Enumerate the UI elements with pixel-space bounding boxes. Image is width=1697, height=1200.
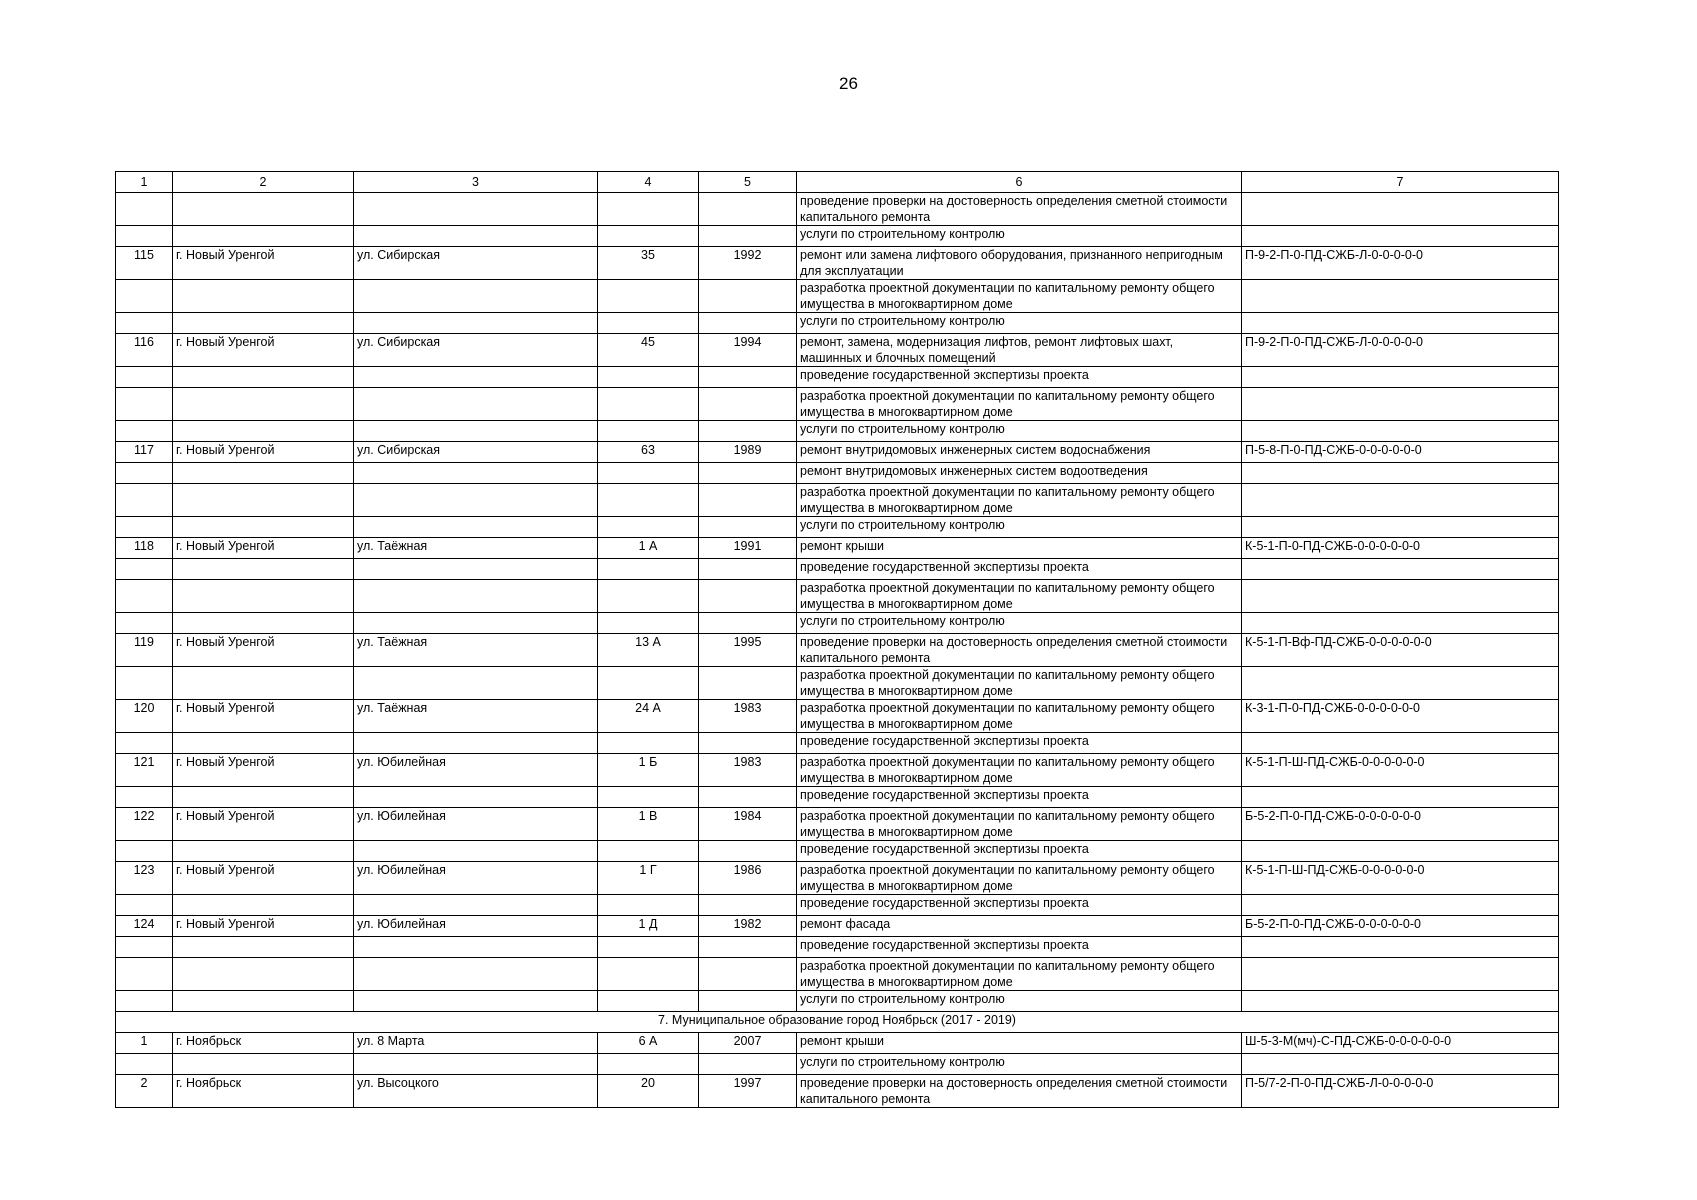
col-header-3: 3 <box>354 172 598 193</box>
cell-work-type: проведение государственной экспертизы проекта <box>797 733 1242 754</box>
cell-house-code <box>1242 313 1559 334</box>
cell-number: 118 <box>116 538 173 559</box>
cell-house-code: К-5-1-П-Вф-ПД-СЖБ-0-0-0-0-0-0 <box>1242 634 1559 667</box>
register-table <box>115 171 1559 1108</box>
cell-work-type: проведение проверки на достоверность определения сметной стоимости капитального ремонта <box>797 634 1242 667</box>
cell-house <box>598 421 699 442</box>
cell-year: 1997 <box>699 1075 797 1108</box>
section-row <box>116 1012 1559 1033</box>
cell-year <box>699 484 797 517</box>
cell-house-code <box>1242 280 1559 313</box>
cell-house <box>598 484 699 517</box>
cell-work-type: разработка проектной документации по капитальному ремонту общего имущества в многоквартирном доме <box>797 484 1242 517</box>
cell-year <box>699 463 797 484</box>
cell-house-code <box>1242 484 1559 517</box>
table-row <box>116 388 1559 421</box>
cell-year <box>699 421 797 442</box>
table-row <box>116 862 1559 895</box>
cell-city: г. Новый Уренгой <box>173 754 354 787</box>
table-row <box>116 1075 1559 1108</box>
cell-house: 45 <box>598 334 699 367</box>
col-header-6: 6 <box>797 172 1242 193</box>
cell-work-type: ремонт внутридомовых инженерных систем водоснабжения <box>797 442 1242 463</box>
col-header-2: 2 <box>173 172 354 193</box>
table-row <box>116 916 1559 937</box>
cell-house-code: П-5-8-П-0-ПД-СЖБ-0-0-0-0-0-0 <box>1242 442 1559 463</box>
table-row <box>116 733 1559 754</box>
table-row <box>116 700 1559 733</box>
cell-number: 121 <box>116 754 173 787</box>
page-number: 26 <box>839 74 858 93</box>
cell-work-type: услуги по строительному контролю <box>797 421 1242 442</box>
cell-house-code: П-9-2-П-0-ПД-СЖБ-Л-0-0-0-0-0 <box>1242 247 1559 280</box>
cell-year: 1992 <box>699 247 797 280</box>
cell-work-type: услуги по строительному контролю <box>797 991 1242 1012</box>
cell-street <box>354 958 598 991</box>
table-row <box>116 463 1559 484</box>
cell-house <box>598 841 699 862</box>
cell-house-code <box>1242 1054 1559 1075</box>
cell-city <box>173 991 354 1012</box>
cell-street <box>354 388 598 421</box>
cell-city <box>173 580 354 613</box>
cell-street <box>354 733 598 754</box>
cell-year: 1995 <box>699 634 797 667</box>
cell-number <box>116 937 173 958</box>
cell-number <box>116 280 173 313</box>
cell-year <box>699 280 797 313</box>
cell-house-code: Б-5-2-П-0-ПД-СЖБ-0-0-0-0-0-0 <box>1242 916 1559 937</box>
cell-work-type: разработка проектной документации по капитальному ремонту общего имущества в многоквартирном доме <box>797 754 1242 787</box>
cell-work-type: ремонт фасада <box>797 916 1242 937</box>
table-row <box>116 937 1559 958</box>
cell-city: г. Новый Уренгой <box>173 634 354 667</box>
cell-city <box>173 367 354 388</box>
cell-city <box>173 787 354 808</box>
cell-street <box>354 367 598 388</box>
cell-number: 115 <box>116 247 173 280</box>
cell-house-code <box>1242 463 1559 484</box>
cell-year: 1983 <box>699 754 797 787</box>
cell-street <box>354 313 598 334</box>
cell-work-type: проведение государственной экспертизы проекта <box>797 895 1242 916</box>
cell-number: 123 <box>116 862 173 895</box>
cell-city <box>173 958 354 991</box>
cell-year <box>699 1054 797 1075</box>
cell-house-code: К-5-1-П-Ш-ПД-СЖБ-0-0-0-0-0-0 <box>1242 754 1559 787</box>
cell-work-type: проведение государственной экспертизы проекта <box>797 367 1242 388</box>
table-row <box>116 1033 1559 1054</box>
cell-work-type: услуги по строительному контролю <box>797 226 1242 247</box>
cell-year: 1982 <box>699 916 797 937</box>
cell-house: 1 Д <box>598 916 699 937</box>
cell-street: ул. Юбилейная <box>354 916 598 937</box>
cell-house-code <box>1242 367 1559 388</box>
cell-year <box>699 733 797 754</box>
cell-house-code <box>1242 895 1559 916</box>
cell-street <box>354 226 598 247</box>
cell-street <box>354 841 598 862</box>
cell-house-code: П-9-2-П-0-ПД-СЖБ-Л-0-0-0-0-0 <box>1242 334 1559 367</box>
cell-street <box>354 193 598 226</box>
table-row <box>116 193 1559 226</box>
cell-house: 1 Г <box>598 862 699 895</box>
cell-house-code <box>1242 388 1559 421</box>
table-row <box>116 580 1559 613</box>
cell-year <box>699 937 797 958</box>
cell-work-type: проведение государственной экспертизы проекта <box>797 841 1242 862</box>
cell-year <box>699 841 797 862</box>
col-header-5: 5 <box>699 172 797 193</box>
table-row <box>116 559 1559 580</box>
cell-house <box>598 958 699 991</box>
cell-work-type: ремонт или замена лифтового оборудования, признанного непригодным для эксплуатации <box>797 247 1242 280</box>
table-row <box>116 895 1559 916</box>
cell-house-code <box>1242 559 1559 580</box>
cell-work-type: услуги по строительному контролю <box>797 1054 1242 1075</box>
cell-house <box>598 517 699 538</box>
cell-city <box>173 937 354 958</box>
cell-house <box>598 733 699 754</box>
cell-year <box>699 958 797 991</box>
cell-year <box>699 193 797 226</box>
cell-number <box>116 463 173 484</box>
cell-street: ул. Высоцкого <box>354 1075 598 1108</box>
cell-number <box>116 580 173 613</box>
cell-street <box>354 463 598 484</box>
cell-street <box>354 991 598 1012</box>
table-row <box>116 421 1559 442</box>
cell-house: 63 <box>598 442 699 463</box>
cell-street <box>354 517 598 538</box>
cell-street <box>354 580 598 613</box>
cell-city <box>173 733 354 754</box>
cell-house <box>598 991 699 1012</box>
cell-number <box>116 991 173 1012</box>
cell-year: 1991 <box>699 538 797 559</box>
table-row <box>116 1054 1559 1075</box>
cell-house <box>598 463 699 484</box>
cell-year: 1984 <box>699 808 797 841</box>
cell-work-type: ремонт, замена, модернизация лифтов, ремонт лифтовых шахт, машинных и блочных помещений <box>797 334 1242 367</box>
header-row <box>116 172 1559 193</box>
cell-city <box>173 193 354 226</box>
cell-number <box>116 517 173 538</box>
cell-work-type: разработка проектной документации по капитальному ремонту общего имущества в многоквартирном доме <box>797 862 1242 895</box>
cell-house-code: П-5/7-2-П-0-ПД-СЖБ-Л-0-0-0-0-0 <box>1242 1075 1559 1108</box>
cell-house-code <box>1242 226 1559 247</box>
table-row <box>116 991 1559 1012</box>
cell-street <box>354 613 598 634</box>
cell-city: г. Новый Уренгой <box>173 862 354 895</box>
cell-city: г. Новый Уренгой <box>173 700 354 733</box>
cell-year <box>699 367 797 388</box>
cell-street <box>354 895 598 916</box>
cell-city: г. Новый Уренгой <box>173 916 354 937</box>
cell-city <box>173 313 354 334</box>
cell-house-code <box>1242 841 1559 862</box>
table-row <box>116 517 1559 538</box>
cell-number <box>116 193 173 226</box>
cell-street: ул. Таёжная <box>354 538 598 559</box>
table-body <box>116 193 1559 1108</box>
cell-year <box>699 388 797 421</box>
cell-year <box>699 313 797 334</box>
table-row <box>116 808 1559 841</box>
cell-house-code: К-3-1-П-0-ПД-СЖБ-0-0-0-0-0-0 <box>1242 700 1559 733</box>
cell-house: 6 А <box>598 1033 699 1054</box>
table-row <box>116 634 1559 667</box>
cell-city: г. Новый Уренгой <box>173 808 354 841</box>
cell-year <box>699 559 797 580</box>
cell-number: 122 <box>116 808 173 841</box>
cell-number: 120 <box>116 700 173 733</box>
table-row <box>116 367 1559 388</box>
cell-house-code: Б-5-2-П-0-ПД-СЖБ-0-0-0-0-0-0 <box>1242 808 1559 841</box>
cell-city: г. Ноябрьск <box>173 1075 354 1108</box>
cell-work-type: проведение государственной экспертизы проекта <box>797 559 1242 580</box>
table-row <box>116 442 1559 463</box>
cell-house <box>598 367 699 388</box>
table-row <box>116 958 1559 991</box>
cell-city <box>173 463 354 484</box>
table-row <box>116 667 1559 700</box>
cell-street: ул. Таёжная <box>354 634 598 667</box>
cell-street: ул. Таёжная <box>354 700 598 733</box>
cell-work-type: разработка проектной документации по капитальному ремонту общего имущества в многоквартирном доме <box>797 700 1242 733</box>
cell-work-type: проведение государственной экспертизы проекта <box>797 787 1242 808</box>
cell-street: ул. Сибирская <box>354 334 598 367</box>
cell-year: 1989 <box>699 442 797 463</box>
cell-house <box>598 1054 699 1075</box>
col-header-4: 4 <box>598 172 699 193</box>
cell-city <box>173 559 354 580</box>
cell-house <box>598 313 699 334</box>
cell-city <box>173 421 354 442</box>
cell-house: 1 Б <box>598 754 699 787</box>
cell-number <box>116 421 173 442</box>
cell-work-type: разработка проектной документации по капитальному ремонту общего имущества в многоквартирном доме <box>797 958 1242 991</box>
cell-house <box>598 226 699 247</box>
cell-house-code <box>1242 958 1559 991</box>
cell-work-type: услуги по строительному контролю <box>797 613 1242 634</box>
cell-city: г. Ноябрьск <box>173 1033 354 1054</box>
cell-work-type: разработка проектной документации по капитальному ремонту общего имущества в многоквартирном доме <box>797 388 1242 421</box>
cell-number <box>116 613 173 634</box>
cell-house <box>598 580 699 613</box>
cell-house-code <box>1242 733 1559 754</box>
cell-city <box>173 895 354 916</box>
cell-number <box>116 484 173 517</box>
cell-year <box>699 517 797 538</box>
cell-city <box>173 667 354 700</box>
cell-city <box>173 613 354 634</box>
cell-house <box>598 787 699 808</box>
cell-work-type: услуги по строительному контролю <box>797 313 1242 334</box>
table-row <box>116 613 1559 634</box>
cell-number <box>116 733 173 754</box>
cell-number <box>116 958 173 991</box>
cell-number <box>116 367 173 388</box>
cell-number: 116 <box>116 334 173 367</box>
cell-number <box>116 559 173 580</box>
cell-street <box>354 559 598 580</box>
cell-work-type: проведение проверки на достоверность определения сметной стоимости капитального ремонта <box>797 1075 1242 1108</box>
cell-house-code <box>1242 613 1559 634</box>
cell-house: 24 А <box>598 700 699 733</box>
cell-number: 2 <box>116 1075 173 1108</box>
cell-work-type: разработка проектной документации по капитальному ремонту общего имущества в многоквартирном доме <box>797 580 1242 613</box>
cell-work-type: проведение государственной экспертизы проекта <box>797 937 1242 958</box>
cell-year <box>699 787 797 808</box>
cell-city: г. Новый Уренгой <box>173 442 354 463</box>
cell-number <box>116 895 173 916</box>
cell-number <box>116 667 173 700</box>
cell-house-code <box>1242 667 1559 700</box>
cell-street <box>354 280 598 313</box>
cell-number: 117 <box>116 442 173 463</box>
table-row <box>116 280 1559 313</box>
cell-number <box>116 388 173 421</box>
cell-street: ул. Юбилейная <box>354 862 598 895</box>
cell-street <box>354 937 598 958</box>
cell-house-code <box>1242 421 1559 442</box>
table-row <box>116 226 1559 247</box>
cell-house <box>598 388 699 421</box>
cell-year: 1994 <box>699 334 797 367</box>
cell-year: 1983 <box>699 700 797 733</box>
cell-city <box>173 280 354 313</box>
cell-street <box>354 421 598 442</box>
cell-work-type: ремонт внутридомовых инженерных систем водоотведения <box>797 463 1242 484</box>
cell-year <box>699 226 797 247</box>
cell-year <box>699 580 797 613</box>
cell-number: 1 <box>116 1033 173 1054</box>
cell-city: г. Новый Уренгой <box>173 247 354 280</box>
cell-street: ул. Сибирская <box>354 442 598 463</box>
cell-number: 124 <box>116 916 173 937</box>
cell-house <box>598 613 699 634</box>
cell-work-type: ремонт крыши <box>797 1033 1242 1054</box>
cell-number <box>116 313 173 334</box>
cell-work-type: услуги по строительному контролю <box>797 517 1242 538</box>
cell-work-type: разработка проектной документации по капитальному ремонту общего имущества в многоквартирном доме <box>797 667 1242 700</box>
cell-house: 35 <box>598 247 699 280</box>
cell-street: ул. Юбилейная <box>354 808 598 841</box>
cell-house-code <box>1242 991 1559 1012</box>
table-row <box>116 313 1559 334</box>
cell-street: ул. Юбилейная <box>354 754 598 787</box>
cell-street <box>354 1054 598 1075</box>
cell-house <box>598 280 699 313</box>
table-row <box>116 787 1559 808</box>
cell-city <box>173 226 354 247</box>
cell-year <box>699 667 797 700</box>
section-title: 7. Муниципальное образование город Ноябрьск (2017 - 2019) <box>116 1012 1559 1033</box>
cell-house-code: К-5-1-П-Ш-ПД-СЖБ-0-0-0-0-0-0 <box>1242 862 1559 895</box>
cell-year <box>699 991 797 1012</box>
cell-house-code <box>1242 787 1559 808</box>
cell-number <box>116 841 173 862</box>
col-header-7: 7 <box>1242 172 1559 193</box>
cell-number: 119 <box>116 634 173 667</box>
cell-house <box>598 895 699 916</box>
cell-year <box>699 895 797 916</box>
cell-street <box>354 484 598 517</box>
cell-year <box>699 613 797 634</box>
cell-house-code <box>1242 517 1559 538</box>
cell-house-code <box>1242 193 1559 226</box>
table-row <box>116 484 1559 517</box>
table-row <box>116 334 1559 367</box>
cell-year: 1986 <box>699 862 797 895</box>
cell-street <box>354 667 598 700</box>
cell-house <box>598 667 699 700</box>
cell-house <box>598 937 699 958</box>
cell-house <box>598 559 699 580</box>
cell-house-code: Ш-5-3-М(мч)-С-ПД-СЖБ-0-0-0-0-0-0 <box>1242 1033 1559 1054</box>
table-row <box>116 841 1559 862</box>
cell-work-type: ремонт крыши <box>797 538 1242 559</box>
cell-house: 1 В <box>598 808 699 841</box>
cell-number <box>116 226 173 247</box>
cell-house <box>598 193 699 226</box>
cell-city: г. Новый Уренгой <box>173 538 354 559</box>
cell-city <box>173 841 354 862</box>
table-row <box>116 538 1559 559</box>
cell-work-type: разработка проектной документации по капитальному ремонту общего имущества в многоквартирном доме <box>797 280 1242 313</box>
cell-street: ул. 8 Марта <box>354 1033 598 1054</box>
table-row <box>116 247 1559 280</box>
cell-street <box>354 787 598 808</box>
cell-house-code: К-5-1-П-0-ПД-СЖБ-0-0-0-0-0-0 <box>1242 538 1559 559</box>
cell-city: г. Новый Уренгой <box>173 334 354 367</box>
cell-house: 13 А <box>598 634 699 667</box>
cell-work-type: разработка проектной документации по капитальному ремонту общего имущества в многоквартирном доме <box>797 808 1242 841</box>
cell-city <box>173 484 354 517</box>
cell-city <box>173 1054 354 1075</box>
col-header-1: 1 <box>116 172 173 193</box>
cell-house-code <box>1242 937 1559 958</box>
cell-city <box>173 517 354 538</box>
table-row <box>116 754 1559 787</box>
cell-house: 1 А <box>598 538 699 559</box>
cell-number <box>116 1054 173 1075</box>
cell-work-type: проведение проверки на достоверность определения сметной стоимости капитального ремонта <box>797 193 1242 226</box>
cell-year: 2007 <box>699 1033 797 1054</box>
cell-house: 20 <box>598 1075 699 1108</box>
cell-street: ул. Сибирская <box>354 247 598 280</box>
cell-house-code <box>1242 580 1559 613</box>
cell-city <box>173 388 354 421</box>
cell-number <box>116 787 173 808</box>
